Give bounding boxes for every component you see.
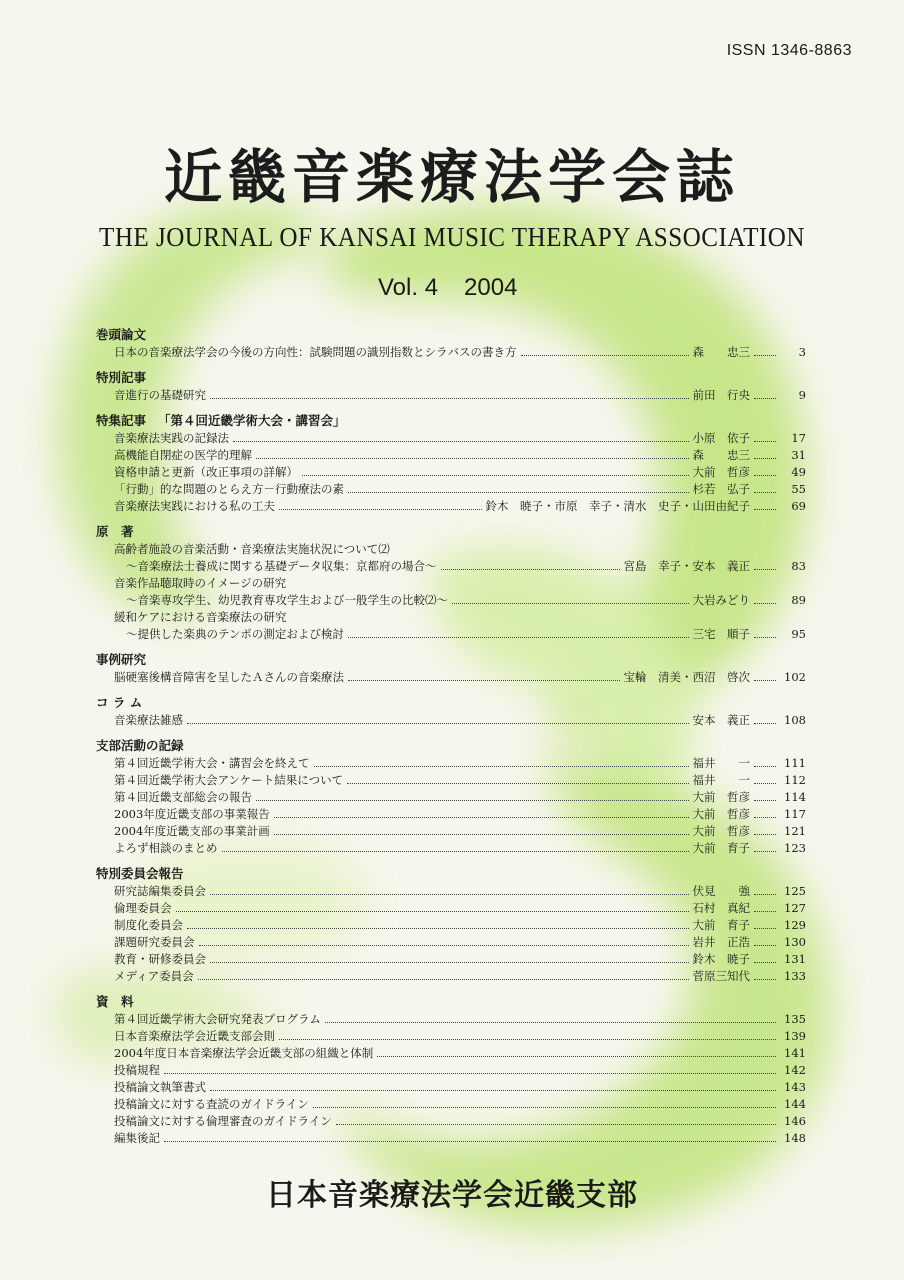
dot-leader	[279, 509, 482, 510]
entry-title: 制度化委員会	[114, 918, 183, 932]
section-heading	[96, 993, 806, 1011]
entry-title: 投稿論文に対する倫理審査のガイドライン	[114, 1114, 332, 1128]
dot-leader	[348, 680, 620, 681]
entry-title: 音進行の基礎研究	[114, 388, 206, 402]
entry-page-number: 55	[791, 482, 806, 496]
section-heading	[96, 737, 806, 755]
toc-entry	[96, 1130, 806, 1147]
entry-title: 2004年度日本音楽療法学会近畿支部の組織と体制	[114, 1046, 374, 1060]
section-heading-text: 支部活動の記録	[96, 738, 184, 753]
dot-leader	[256, 458, 689, 459]
toc-entry	[96, 1113, 806, 1130]
dot-leader	[452, 603, 689, 604]
entry-page-number: 3	[798, 345, 806, 359]
toc-section	[96, 369, 806, 404]
entry-author: 伏見 強	[692, 884, 750, 898]
entry-author: 小原 依子	[692, 431, 750, 445]
dot-leader	[210, 398, 689, 399]
dot-leader	[210, 1090, 776, 1091]
dot-leader	[754, 603, 776, 604]
entry-title: ～音楽専攻学生、幼児教育専攻学生および一般学生の比較⑵～	[126, 593, 448, 607]
toc-entry	[96, 806, 806, 823]
entry-title: 緩和ケアにおける音楽療法の研究	[114, 610, 287, 624]
dot-leader	[164, 1073, 776, 1074]
dot-leader	[377, 1056, 776, 1057]
dot-leader	[210, 962, 689, 963]
entry-title: 「行動」的な問題のとらえ方－行動療法の素	[114, 482, 344, 496]
dot-leader	[274, 817, 689, 818]
toc-entry	[96, 464, 806, 481]
section-heading	[96, 326, 806, 344]
volume-number: Vol. 4	[378, 274, 439, 301]
entry-page-number: 133	[784, 969, 806, 983]
entry-page-number: 141	[784, 1046, 806, 1060]
toc-entry	[96, 344, 806, 361]
section-heading	[96, 865, 806, 883]
dot-leader	[754, 783, 776, 784]
entry-author: 森 忠三	[692, 345, 750, 359]
toc-entry	[96, 430, 806, 447]
dot-leader	[199, 945, 689, 946]
dot-leader	[754, 723, 776, 724]
toc-entry	[96, 387, 806, 404]
entry-author: 杉若 弘子	[692, 482, 750, 496]
dot-leader	[754, 441, 776, 442]
entry-page-number: 148	[784, 1131, 806, 1145]
entry-title: 音楽作品聴取時のイメージの研究	[114, 576, 287, 590]
toc-entry	[96, 883, 806, 900]
toc-entry	[96, 840, 806, 857]
entry-title: 第４回近畿学術大会・講習会を終えて	[114, 756, 310, 770]
dot-leader	[198, 979, 689, 980]
entry-title: よろず相談のまとめ	[114, 841, 218, 855]
dot-leader	[313, 1107, 776, 1108]
entry-title: 2003年度近畿支部の事業報告	[114, 807, 270, 821]
entry-title: 投稿規程	[114, 1063, 160, 1077]
toc-entry	[96, 498, 806, 515]
entry-page-number: 130	[784, 935, 806, 949]
entry-title: 2004年度近畿支部の事業計画	[114, 824, 270, 838]
section-subheading: 「第４回近畿学術大会・講習会」	[158, 413, 346, 428]
entry-title: 音楽療法実践における私の工夫	[114, 499, 275, 513]
toc-section	[96, 523, 806, 643]
entry-title: 音楽療法雑感	[114, 713, 183, 727]
entry-author: 大岩みどり	[692, 593, 750, 607]
dot-leader	[754, 911, 776, 912]
entry-title: 日本の音楽療法学会の今後の方向性：試験問題の識別指数とシラバスの書き方	[114, 345, 517, 359]
toc-section	[96, 651, 806, 686]
dot-leader	[754, 509, 776, 510]
section-heading-text: 特別記事	[96, 370, 147, 385]
section-heading	[96, 523, 806, 541]
entry-author: 菅原三知代	[692, 969, 750, 983]
dot-leader	[754, 962, 776, 963]
dot-leader	[754, 458, 776, 459]
entry-page-number: 131	[784, 952, 806, 966]
toc-section	[96, 326, 806, 361]
toc-section	[96, 865, 806, 985]
toc-entry	[96, 1062, 806, 1079]
entry-title: 高機能自閉症の医学的理解	[114, 448, 252, 462]
entry-author: 三宅 順子	[692, 627, 750, 641]
toc-section	[96, 737, 806, 857]
entry-author: 大前 哲彦	[692, 790, 750, 804]
entry-author: 大前 哲彦	[692, 465, 750, 479]
entry-author: 鈴木 暁子	[692, 952, 750, 966]
dot-leader	[754, 680, 776, 681]
dot-leader	[754, 800, 776, 801]
entry-page-number: 89	[791, 593, 806, 607]
entry-page-number: 127	[784, 901, 806, 915]
section-heading	[96, 651, 806, 669]
entry-title: 第４回近畿学術大会アンケート結果について	[114, 773, 344, 787]
dot-leader	[754, 817, 776, 818]
toc-entry	[96, 951, 806, 968]
toc-entry	[96, 823, 806, 840]
dot-leader	[336, 1124, 776, 1125]
dot-leader	[441, 569, 620, 570]
dot-leader	[274, 834, 689, 835]
entry-page-number: 112	[784, 773, 806, 787]
dot-leader	[754, 398, 776, 399]
dot-leader	[233, 441, 689, 442]
entry-title: 音楽療法実践の記録法	[114, 431, 229, 445]
dot-leader	[325, 1022, 776, 1023]
entry-title: 研究誌編集委員会	[114, 884, 206, 898]
dot-leader	[754, 637, 776, 638]
entry-title: ～提供した楽典のテンポの測定および検討	[126, 627, 344, 641]
entry-page-number: 117	[784, 807, 806, 821]
entry-page-number: 143	[784, 1080, 806, 1094]
toc-entry	[96, 900, 806, 917]
dot-leader	[754, 492, 776, 493]
toc-section	[96, 412, 806, 515]
toc-entry	[96, 1096, 806, 1113]
toc-entry	[96, 1079, 806, 1096]
journal-title-english: THE JOURNAL OF KANSAI MUSIC THERAPY ASSOCIATION	[99, 222, 805, 252]
toc-entry	[96, 575, 806, 592]
dot-leader	[754, 766, 776, 767]
dot-leader	[754, 475, 776, 476]
entry-title: 投稿論文に対する査読のガイドライン	[114, 1097, 309, 1111]
table-of-contents	[96, 326, 806, 1155]
entry-author: 大前 育子	[692, 918, 750, 932]
entry-page-number: 121	[784, 824, 806, 838]
entry-page-number: 123	[784, 841, 806, 855]
entry-author: 安本 義正	[692, 713, 750, 727]
toc-entry	[96, 755, 806, 772]
entry-author: 前田 行央	[692, 388, 750, 402]
entry-author: 鈴木 暁子・市原 幸子・清水 史子・山田由紀子	[485, 499, 750, 513]
entry-author: 宮島 幸子・安本 義正	[623, 559, 750, 573]
entry-page-number: 114	[784, 790, 806, 804]
entry-author: 福井 一	[692, 773, 750, 787]
entry-page-number: 129	[784, 918, 806, 932]
entry-title: 第４回近畿学術大会研究発表プログラム	[114, 1012, 321, 1026]
entry-page-number: 111	[784, 756, 806, 770]
dot-leader	[754, 569, 776, 570]
entry-title: 第４回近畿支部総会の報告	[114, 790, 252, 804]
entry-page-number: 146	[784, 1114, 806, 1128]
entry-author: 森 忠三	[692, 448, 750, 462]
section-heading	[96, 412, 806, 430]
entry-page-number: 69	[791, 499, 806, 513]
dot-leader	[348, 492, 689, 493]
section-heading	[96, 369, 806, 387]
entry-title: ～音楽療法士養成に関する基礎データ収集：京都府の場合～	[126, 559, 437, 573]
entry-author: 宝輪 清美・西沼 啓次	[623, 670, 750, 684]
entry-author: 大前 哲彦	[692, 824, 750, 838]
entry-page-number: 135	[784, 1012, 806, 1026]
dot-leader	[347, 783, 688, 784]
dot-leader	[256, 800, 689, 801]
entry-title: 課題研究委員会	[114, 935, 195, 949]
dot-leader	[314, 766, 689, 767]
entry-page-number: 83	[791, 559, 806, 573]
entry-author: 石村 真紀	[692, 901, 750, 915]
entry-author: 大前 育子	[692, 841, 750, 855]
toc-entry	[96, 917, 806, 934]
toc-entry	[96, 609, 806, 626]
entry-page-number: 142	[784, 1063, 806, 1077]
journal-title-japanese: 近畿音楽療法学会誌	[163, 143, 740, 211]
dot-leader	[754, 945, 776, 946]
dot-leader	[521, 355, 689, 356]
section-heading-text: 特別委員会報告	[96, 866, 184, 881]
toc-entry	[96, 1045, 806, 1062]
dot-leader	[176, 911, 689, 912]
entry-title: 投稿論文執筆書式	[114, 1080, 206, 1094]
toc-entry	[96, 626, 806, 643]
dot-leader	[164, 1141, 776, 1142]
toc-entry	[96, 592, 806, 609]
publication-year: 2004	[464, 274, 518, 301]
entry-title: 脳硬塞後構音障害を呈したＡさんの音楽療法	[114, 670, 344, 684]
toc-entry	[96, 772, 806, 789]
dot-leader	[754, 851, 776, 852]
toc-entry	[96, 934, 806, 951]
publisher-name: 日本音楽療法学会近畿支部	[266, 1178, 638, 1213]
section-heading-text: 特集記事	[96, 413, 147, 428]
entry-page-number: 49	[791, 465, 806, 479]
entry-title: 日本音楽療法学会近畿支部会則	[114, 1029, 275, 1043]
entry-page-number: 102	[784, 670, 806, 684]
entry-page-number: 95	[791, 627, 806, 641]
toc-entry	[96, 968, 806, 985]
toc-entry	[96, 1011, 806, 1028]
toc-entry	[96, 669, 806, 686]
dot-leader	[754, 979, 776, 980]
entry-page-number: 108	[784, 713, 806, 727]
dot-leader	[222, 851, 689, 852]
entry-title: 編集後記	[114, 1131, 160, 1145]
entry-author: 福井 一	[692, 756, 750, 770]
dot-leader	[348, 637, 689, 638]
dot-leader	[302, 475, 689, 476]
entry-author: 岩井 正浩	[692, 935, 750, 949]
section-heading-text: 資 料	[96, 994, 134, 1009]
issn-number: ISSN 1346-8863	[726, 42, 852, 59]
entry-author: 大前 哲彦	[692, 807, 750, 821]
entry-page-number: 17	[791, 431, 806, 445]
section-heading	[96, 694, 806, 712]
section-heading-text: コ ラ ム	[96, 695, 143, 710]
dot-leader	[754, 894, 776, 895]
toc-section	[96, 993, 806, 1147]
entry-title: 資格申請と更新（改正事項の詳解）	[114, 465, 298, 479]
toc-entry	[96, 447, 806, 464]
entry-title: 教育・研修委員会	[114, 952, 206, 966]
entry-page-number: 144	[784, 1097, 806, 1111]
entry-page-number: 31	[791, 448, 806, 462]
entry-page-number: 9	[798, 388, 806, 402]
dot-leader	[754, 355, 776, 356]
dot-leader	[210, 894, 689, 895]
dot-leader	[754, 834, 776, 835]
volume-line	[378, 274, 517, 302]
toc-entry	[96, 712, 806, 729]
section-heading-text: 事例研究	[96, 652, 147, 667]
entry-title: メディア委員会	[114, 969, 194, 983]
section-heading-text: 原 著	[96, 524, 134, 539]
entry-page-number: 125	[784, 884, 806, 898]
toc-section	[96, 694, 806, 729]
dot-leader	[279, 1039, 776, 1040]
dot-leader	[754, 928, 776, 929]
section-heading-text: 巻頭論文	[96, 327, 147, 342]
dot-leader	[187, 928, 689, 929]
dot-leader	[187, 723, 689, 724]
toc-entry	[96, 481, 806, 498]
toc-entry	[96, 1028, 806, 1045]
entry-title: 高齢者施設の音楽活動・音楽療法実施状況について⑵	[114, 542, 390, 556]
toc-entry	[96, 558, 806, 575]
entry-page-number: 139	[784, 1029, 806, 1043]
entry-title: 倫理委員会	[114, 901, 172, 915]
toc-entry	[96, 541, 806, 558]
toc-entry	[96, 789, 806, 806]
